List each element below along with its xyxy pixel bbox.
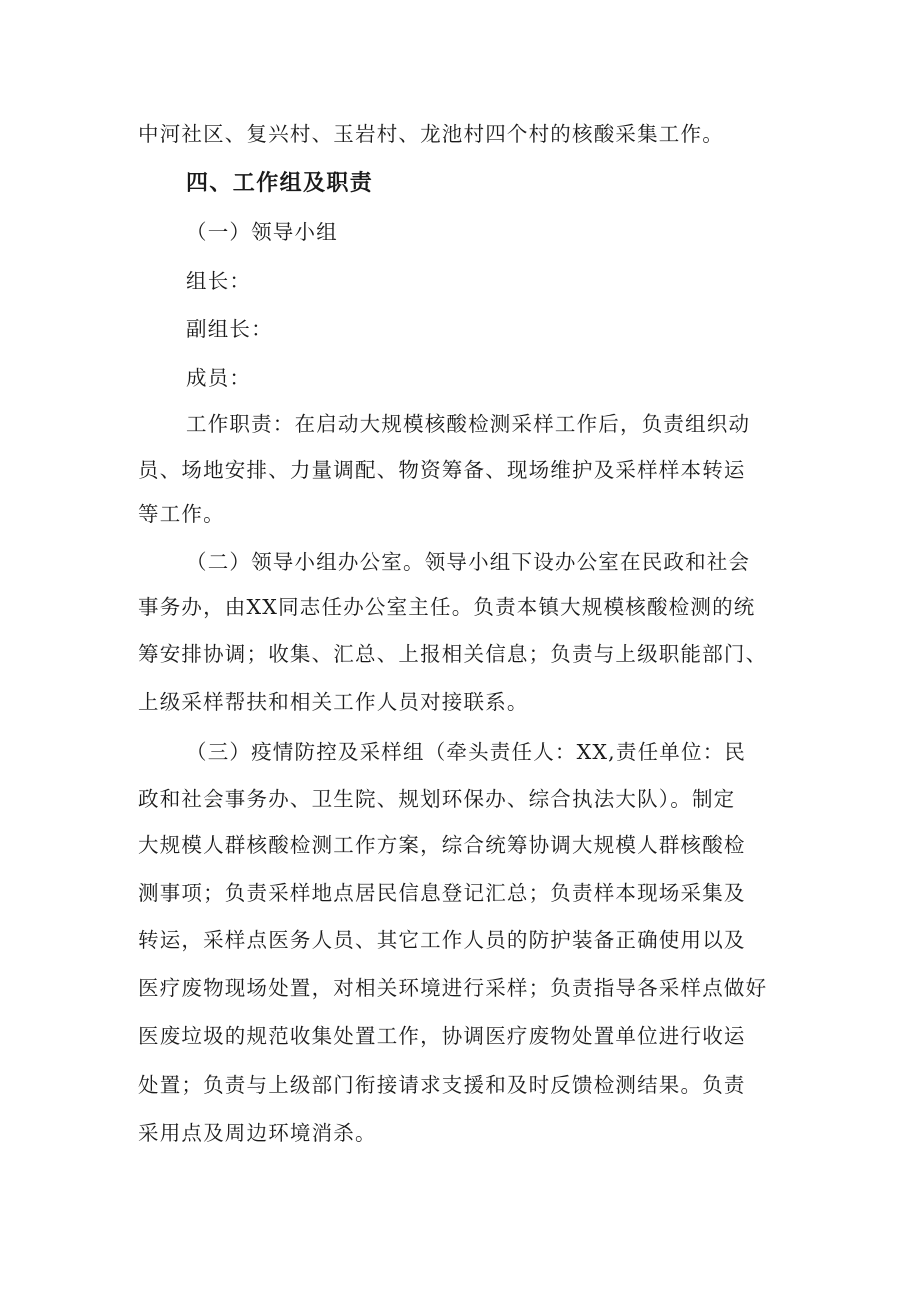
paragraph-duties-line-3: 等工作。 [138, 502, 225, 526]
text-line-deputy-leader: 副组长： [186, 317, 273, 341]
paragraph-sampling-line-5: 转运，采样点医务人员、其它工作人员的防护装备正确使用以及 [138, 928, 746, 952]
paragraph-office-line-1: （二）领导小组办公室。领导小组下设办公室在民政和社会 [186, 550, 751, 574]
paragraph-office-line-3: 筹安排协调；收集、汇总、上报相关信息；负责与上级职能部门、 [138, 642, 768, 666]
paragraph-sampling-line-2: 政和社会事务办、卫生院、规划环保办、综合执法大队）。制定 [138, 787, 736, 811]
paragraph-sampling-line-7: 医废垃圾的规范收集处置工作，协调医疗废物处置单位进行收运 [138, 1024, 746, 1048]
paragraph-sampling-line-4: 测事项；负责采样地点居民信息登记汇总；负责样本现场采集及 [138, 881, 746, 905]
text-line-leader: 组长： [186, 269, 252, 293]
paragraph-sampling-line-3: 大规模人群核酸检测工作方案，综合统筹协调大规模人群核酸检 [138, 833, 746, 857]
paragraph-sampling-line-6: 医疗废物现场处置，对相关环境进行采样；负责指导各采样点做好 [138, 976, 768, 1000]
paragraph-sampling-line-8: 处置；负责与上级部门衔接请求支援和及时反馈检测结果。负责 [138, 1073, 746, 1097]
paragraph-office-line-4: 上级采样帮扶和相关工作人员对接联系。 [138, 690, 529, 714]
subheading-leading-group: （一）领导小组 [186, 220, 338, 244]
section-heading-work-groups: 四、工作组及职责 [186, 171, 374, 196]
paragraph-duties-line-1: 工作职责：在启动大规模核酸检测采样工作后，负责组织动 [186, 412, 751, 436]
paragraph-duties-line-2: 员、场地安排、力量调配、物资筹备、现场维护及采样样本转运 [138, 458, 746, 482]
paragraph-office-line-2: 事务办，由XX同志任办公室主任。负责本镇大规模核酸检测的统 [138, 595, 756, 619]
paragraph-sampling-line-9: 采用点及周边环境消杀。 [138, 1121, 377, 1145]
paragraph-sampling-line-1: （三）疫情防控及采样组（牵头责任人：XX,责任单位：民 [186, 740, 747, 764]
text-line-village-collection: 中河社区、复兴村、玉岩村、龙池村四个村的核酸采集工作。 [138, 122, 724, 146]
text-line-members: 成员： [186, 366, 252, 390]
